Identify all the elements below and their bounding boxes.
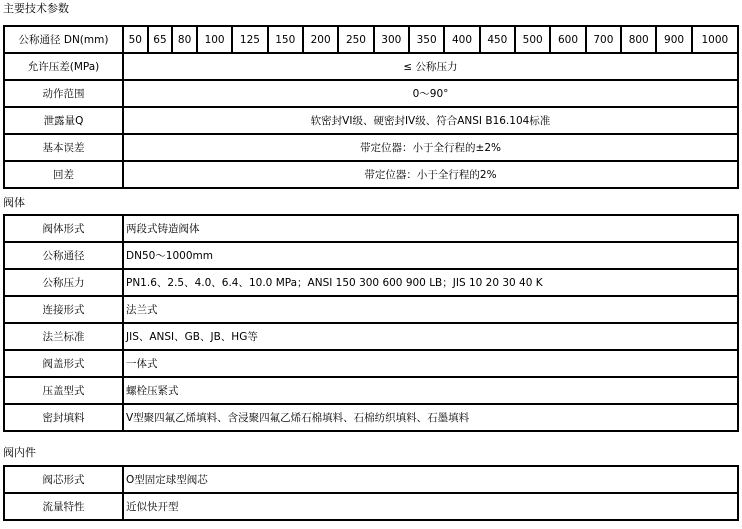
dn-value: 400 bbox=[444, 26, 479, 53]
row-value: 法兰式 bbox=[123, 296, 738, 323]
row-label: 公称压力 bbox=[4, 269, 123, 296]
table-row bbox=[4, 377, 738, 404]
section-title-trim: 阀内件 bbox=[3, 446, 36, 459]
table-row bbox=[4, 466, 738, 493]
table-row bbox=[4, 134, 738, 161]
table-row bbox=[4, 296, 738, 323]
valve-body-table bbox=[3, 214, 739, 432]
row-label: 基本误差 bbox=[4, 134, 123, 161]
row-label: 允许压差(MPa) bbox=[4, 53, 123, 80]
row-label: 泄露量Q bbox=[4, 107, 123, 134]
dn-value: 200 bbox=[303, 26, 338, 53]
section-title-main-params: 主要技术参数 bbox=[3, 2, 69, 15]
row-value: DN50～1000mm bbox=[123, 242, 738, 269]
table-row bbox=[4, 80, 738, 107]
row-value: 软密封VI级、硬密封IV级、符合ANSI B16.104标准 bbox=[123, 107, 738, 134]
dn-value: 600 bbox=[550, 26, 585, 53]
dn-value: 500 bbox=[515, 26, 550, 53]
row-value: JIS、ANSI、GB、JB、HG等 bbox=[123, 323, 738, 350]
row-value: O型固定球型阀芯 bbox=[123, 466, 738, 493]
dn-value: 300 bbox=[374, 26, 409, 53]
table-row bbox=[4, 215, 738, 242]
dn-value: 250 bbox=[338, 26, 373, 53]
row-value: 近似快开型 bbox=[123, 493, 738, 520]
table-row bbox=[4, 161, 738, 188]
row-value: ≤ 公称压力 bbox=[123, 53, 738, 80]
section-title-valve-body: 阀体 bbox=[3, 196, 25, 209]
table-row bbox=[4, 242, 738, 269]
row-value: 一体式 bbox=[123, 350, 738, 377]
row-value: 带定位器：小于全行程的±2% bbox=[123, 134, 738, 161]
dn-value: 800 bbox=[621, 26, 656, 53]
dn-value: 450 bbox=[480, 26, 515, 53]
table-row bbox=[4, 269, 738, 296]
row-value: 带定位器：小于全行程的2% bbox=[123, 161, 738, 188]
table-row bbox=[4, 404, 738, 431]
row-label: 阀盖形式 bbox=[4, 350, 123, 377]
row-value: 0～90° bbox=[123, 80, 738, 107]
row-label: 回差 bbox=[4, 161, 123, 188]
row-value: PN1.6、2.5、4.0、6.4、10.0 MPa；ANSI 150 300 600 900 LB；JIS 10 20 30 40 K bbox=[123, 269, 738, 296]
dn-value: 150 bbox=[268, 26, 303, 53]
table-row bbox=[4, 350, 738, 377]
dn-value: 125 bbox=[232, 26, 267, 53]
table-row bbox=[4, 53, 738, 80]
dn-value: 100 bbox=[197, 26, 232, 53]
row-label: 动作范围 bbox=[4, 80, 123, 107]
row-value: V型聚四氟乙烯填料、含浸聚四氟乙烯石棉填料、石棉纺织填料、石墨填料 bbox=[123, 404, 738, 431]
dn-label: 公称通径 DN(mm) bbox=[4, 26, 123, 53]
row-label: 流量特性 bbox=[4, 493, 123, 520]
table-row bbox=[4, 26, 738, 53]
dn-value: 900 bbox=[656, 26, 691, 53]
row-value: 螺栓压紧式 bbox=[123, 377, 738, 404]
row-label: 压盖型式 bbox=[4, 377, 123, 404]
table-row bbox=[4, 107, 738, 134]
row-label: 法兰标准 bbox=[4, 323, 123, 350]
row-label: 阀芯形式 bbox=[4, 466, 123, 493]
dn-value: 700 bbox=[586, 26, 621, 53]
row-label: 公称通径 bbox=[4, 242, 123, 269]
trim-table bbox=[3, 465, 739, 521]
row-value: 两段式铸造阀体 bbox=[123, 215, 738, 242]
row-label: 连接形式 bbox=[4, 296, 123, 323]
dn-value: 50 bbox=[123, 26, 148, 53]
table-row bbox=[4, 493, 738, 520]
dn-value: 1000 bbox=[692, 26, 738, 53]
dn-value: 80 bbox=[172, 26, 197, 53]
row-label: 密封填料 bbox=[4, 404, 123, 431]
main-params-table bbox=[3, 25, 739, 189]
dn-value: 350 bbox=[409, 26, 444, 53]
dn-value: 65 bbox=[148, 26, 173, 53]
table-row bbox=[4, 323, 738, 350]
row-label: 阀体形式 bbox=[4, 215, 123, 242]
